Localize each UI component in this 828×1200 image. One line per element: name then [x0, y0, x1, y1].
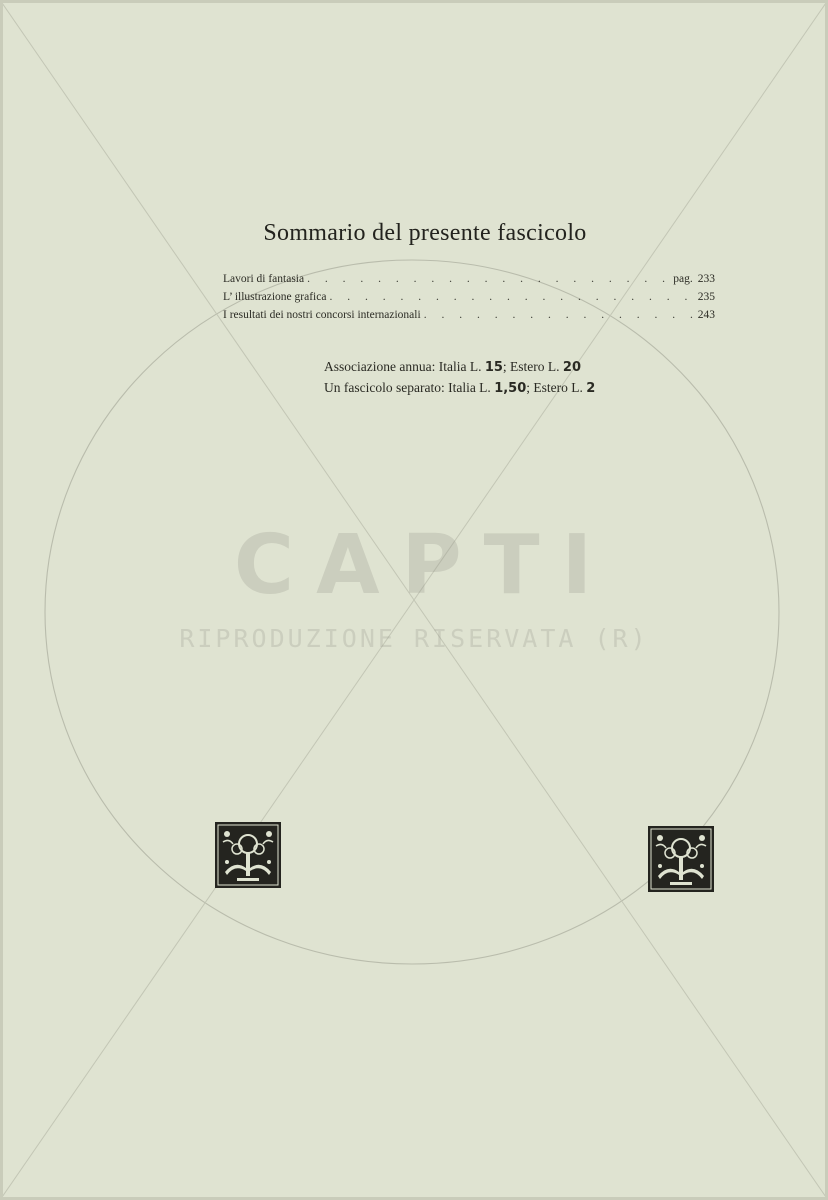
toc-pag-label: pag.: [673, 273, 693, 285]
toc-page-number: 243: [697, 309, 715, 321]
single-issue-line: [324, 380, 595, 401]
subscription-prices: [324, 359, 595, 401]
annual-abroad-price: 20: [562, 360, 582, 375]
toc-page-ref: [673, 273, 715, 285]
toc-page-ref: [698, 309, 715, 321]
toc-row: [223, 291, 715, 309]
single-italy-price: 1,50: [494, 381, 527, 396]
toc-row: [223, 309, 715, 327]
tree-ornament-icon: [215, 822, 281, 888]
watermark-caption: RIPRODUZIONE RISERVATA (R): [179, 624, 649, 653]
toc-entry-label: L’ illustrazione grafica: [223, 291, 327, 303]
toc-leader-dots: [329, 291, 694, 303]
toc-entry-label: Lavori di fantasia: [223, 273, 305, 285]
toc-leader-dots: [424, 309, 695, 321]
annual-subscription-line: [324, 359, 595, 380]
page-title: Sommario del presente fascicolo: [263, 220, 587, 246]
tree-ornament-icon: [648, 826, 714, 892]
table-of-contents: [223, 273, 715, 327]
toc-page-number: 235: [697, 291, 715, 303]
single-middle: ; Estero L.: [526, 380, 587, 395]
single-prefix: Un fascicolo separato: Italia L.: [324, 380, 495, 395]
annual-prefix: Associazione annua: Italia L.: [324, 359, 485, 374]
toc-leader-dots: [307, 273, 670, 285]
toc-page-number: 233: [697, 273, 715, 285]
toc-row: [223, 273, 715, 291]
toc-page-ref: [698, 291, 715, 303]
toc-entry-label: I resultati dei nostri concorsi internazionali: [223, 309, 421, 321]
watermark-logo: CAPTI: [233, 518, 615, 613]
single-abroad-price: 2: [586, 381, 596, 396]
annual-middle: ; Estero L.: [502, 359, 563, 374]
annual-italy-price: 15: [484, 360, 503, 375]
